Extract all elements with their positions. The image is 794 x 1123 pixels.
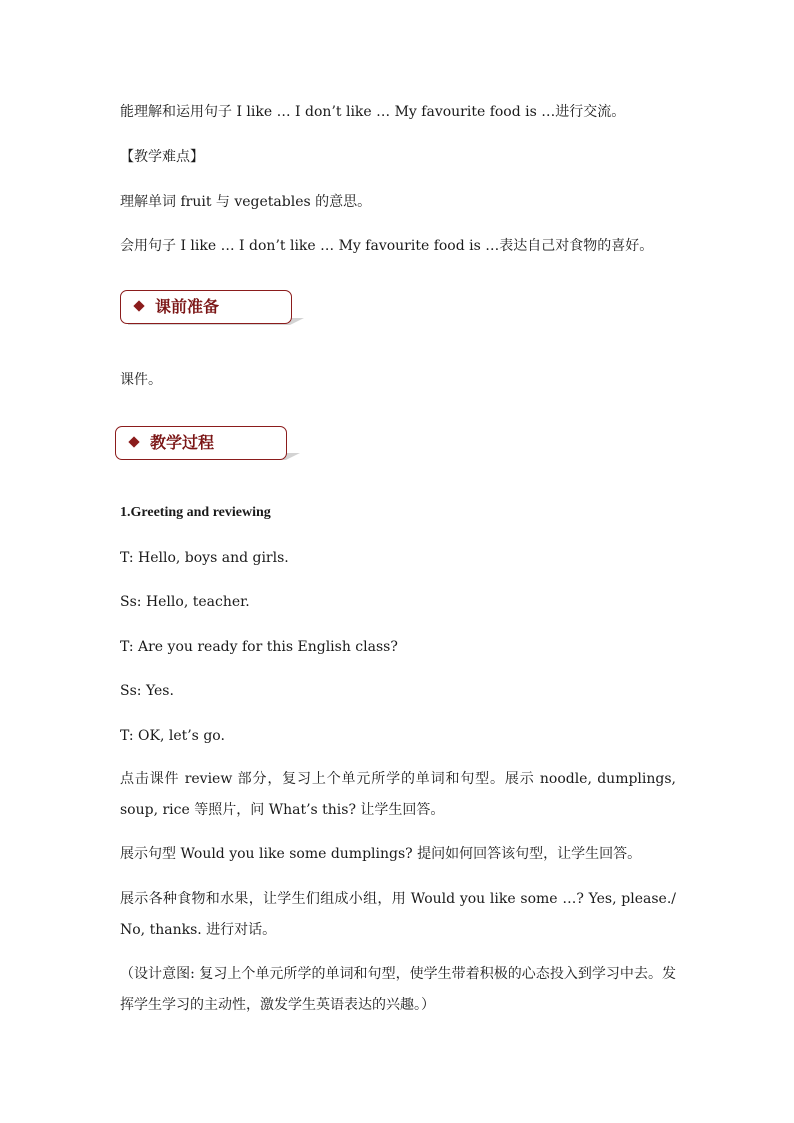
- activity-paragraph: 展示句型 Would you like some dumplings? 提问如何回答该句型，让学生回答。: [120, 846, 642, 862]
- dialogue-line: Ss: Yes.: [120, 683, 174, 699]
- dialogue-line: T: Hello, boys and girls.: [120, 550, 289, 566]
- step-title: 1.Greeting and reviewing: [120, 505, 271, 520]
- dialogue-line: T: OK, let’s go.: [120, 728, 225, 744]
- diamond-icon: [128, 436, 139, 447]
- difficulty-line-1: 理解单词 fruit 与 vegetables 的意思。: [120, 194, 372, 210]
- preparation-section-title: 课前准备: [155, 297, 220, 316]
- process-section-header: [115, 426, 287, 460]
- preparation-text: 课件。: [120, 372, 162, 388]
- activity-paragraph: 展示各种食物和水果，让学生们组成小组，用 Would you like some …? Yes, please./ No, thanks. 进行对话。: [120, 891, 676, 938]
- dialogue-line: Ss: Hello, teacher.: [120, 594, 250, 610]
- process-section-title: 教学过程: [150, 433, 215, 452]
- difficulty-line-2: 会用句子 I like … I don’t like … My favourite food is …表达自己对食物的喜好。: [120, 238, 654, 254]
- key-point-line: 能理解和运用句子 I like … I don’t like … My favourite food is …进行交流。: [120, 104, 626, 120]
- activity-paragraph: 点击课件 review 部分，复习上个单元所学的单词和句型。展示 noodle, dumplings, soup, rice 等照片，问 What’s this? 让学生回答。: [120, 771, 676, 818]
- diamond-icon: [133, 300, 144, 311]
- dialogue-line: T: Are you ready for this English class?: [120, 639, 398, 655]
- design-intent-paragraph: （设计意图: 复习上个单元所学的单词和句型，使学生带着积极的心态投入到学习中去。发挥学生学习的主动性，激发学生英语表达的兴趣。）: [120, 966, 676, 1013]
- difficulties-heading: 【教学难点】: [120, 149, 204, 165]
- preparation-section-header: [120, 290, 292, 324]
